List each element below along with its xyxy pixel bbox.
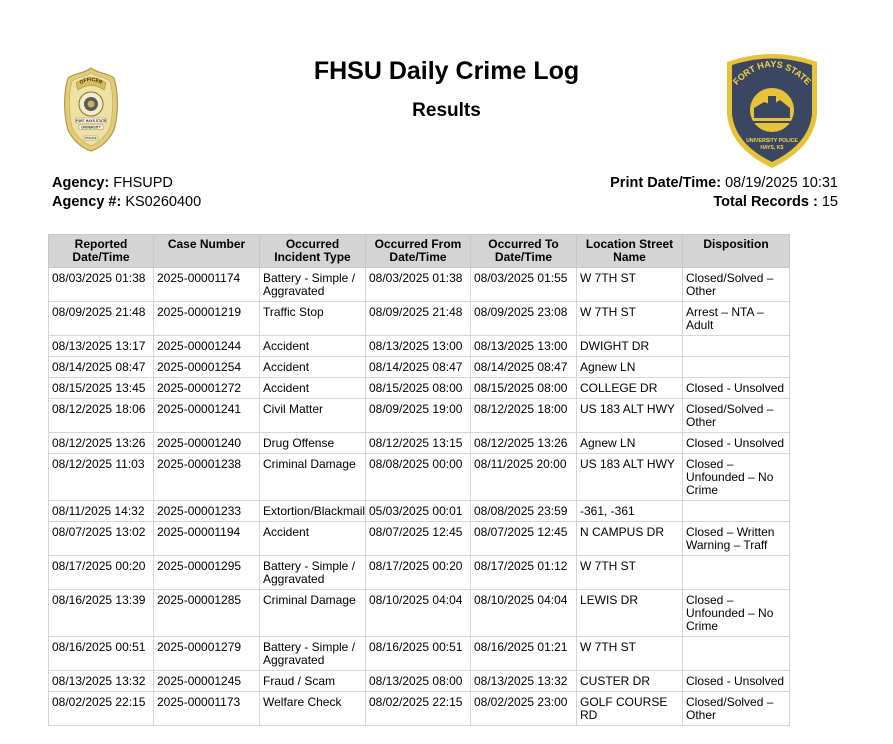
cell-occurred-to: 08/07/2025 12:45 xyxy=(471,522,577,556)
cell-reported-datetime: 08/14/2025 08:47 xyxy=(49,357,154,378)
cell-occurred-to: 08/15/2025 08:00 xyxy=(471,378,577,399)
cell-incident-type: Battery - Simple / Aggravated xyxy=(260,268,366,302)
cell-occurred-from: 08/13/2025 13:00 xyxy=(366,336,471,357)
cell-occurred-to: 08/10/2025 04:04 xyxy=(471,590,577,637)
column-header-reported-datetime xyxy=(49,235,154,268)
cell-reported-datetime: 08/13/2025 13:32 xyxy=(49,671,154,692)
column-header-text: Incident Type xyxy=(274,250,351,264)
cell-incident-type: Accident xyxy=(260,357,366,378)
column-header-text: Date/Time xyxy=(494,250,553,264)
cell-reported-datetime: 08/09/2025 21:48 xyxy=(49,302,154,336)
cell-incident-type: Extortion/Blackmail xyxy=(260,501,366,522)
cell-occurred-to: 08/16/2025 01:21 xyxy=(471,637,577,671)
cell-location-street: US 183 ALT HWY xyxy=(577,399,683,433)
cell-occurred-to: 08/03/2025 01:55 xyxy=(471,268,577,302)
cell-disposition: Closed – Unfounded – No Crime xyxy=(683,590,790,637)
cell-location-street: Agnew LN xyxy=(577,357,683,378)
cell-reported-datetime: 08/17/2025 00:20 xyxy=(49,556,154,590)
cell-location-street: LEWIS DR xyxy=(577,590,683,637)
table-row xyxy=(49,336,790,357)
cell-case-number: 2025-00001173 xyxy=(154,692,260,726)
svg-text:UNIVERSITY POLICE: UNIVERSITY POLICE xyxy=(746,138,798,144)
cell-case-number: 2025-00001174 xyxy=(154,268,260,302)
table-row xyxy=(49,671,790,692)
agency-line xyxy=(52,174,201,193)
column-header-text: Occurred xyxy=(285,237,340,251)
cell-occurred-from: 08/08/2025 00:00 xyxy=(366,454,471,501)
report-subtitle: Results xyxy=(412,100,481,121)
cell-occurred-to: 08/09/2025 23:08 xyxy=(471,302,577,336)
cell-incident-type: Fraud / Scam xyxy=(260,671,366,692)
cell-incident-type: Battery - Simple / Aggravated xyxy=(260,556,366,590)
cell-case-number: 2025-00001240 xyxy=(154,433,260,454)
svg-text:FORT HAYS STATE: FORT HAYS STATE xyxy=(730,58,814,87)
table-row xyxy=(49,454,790,501)
column-header-text: Reported xyxy=(74,237,128,251)
table-row xyxy=(49,302,790,336)
cell-reported-datetime: 08/16/2025 13:39 xyxy=(49,590,154,637)
cell-occurred-from: 08/07/2025 12:45 xyxy=(366,522,471,556)
cell-incident-type: Criminal Damage xyxy=(260,590,366,637)
cell-case-number: 2025-00001238 xyxy=(154,454,260,501)
svg-text:FORT HAYS STATE: FORT HAYS STATE xyxy=(75,118,107,123)
cell-incident-type: Accident xyxy=(260,378,366,399)
table-row xyxy=(49,268,790,302)
report-title: FHSU Daily Crime Log xyxy=(313,57,580,85)
cell-incident-type: Civil Matter xyxy=(260,399,366,433)
table-row xyxy=(49,357,790,378)
cell-incident-type: Battery - Simple / Aggravated xyxy=(260,637,366,671)
cell-case-number: 2025-00001295 xyxy=(154,556,260,590)
cell-disposition xyxy=(683,357,790,378)
column-header-text: Date/Time xyxy=(389,250,447,264)
cell-reported-datetime: 08/15/2025 13:45 xyxy=(49,378,154,399)
svg-text:UNIVERSITY: UNIVERSITY xyxy=(81,125,101,130)
cell-case-number: 2025-00001285 xyxy=(154,590,260,637)
cell-location-street: W 7TH ST xyxy=(577,556,683,590)
cell-disposition: Closed – Unfounded – No Crime xyxy=(683,454,790,501)
cell-occurred-to: 08/08/2025 23:59 xyxy=(471,501,577,522)
column-header-text: Occurred From xyxy=(374,237,462,251)
cell-incident-type: Welfare Check xyxy=(260,692,366,726)
cell-disposition: Closed - Unsolved xyxy=(683,433,790,454)
print-info xyxy=(610,174,838,212)
cell-occurred-to: 08/12/2025 18:00 xyxy=(471,399,577,433)
cell-disposition: Closed/Solved – Other xyxy=(683,692,790,726)
total-records-value: 15 xyxy=(821,194,838,210)
cell-occurred-from: 08/09/2025 19:00 xyxy=(366,399,471,433)
cell-occurred-to: 08/02/2025 23:00 xyxy=(471,692,577,726)
cell-disposition: Arrest – NTA – Adult xyxy=(683,302,790,336)
table-row xyxy=(49,556,790,590)
cell-disposition xyxy=(683,501,790,522)
total-records-line xyxy=(610,193,838,212)
cell-disposition: Closed - Unsolved xyxy=(683,378,790,399)
agency-number-line xyxy=(52,193,201,212)
cell-reported-datetime: 08/12/2025 18:06 xyxy=(49,399,154,433)
cell-location-street: COLLEGE DR xyxy=(577,378,683,399)
cell-case-number: 2025-00001254 xyxy=(154,357,260,378)
table-row xyxy=(49,399,790,433)
cell-reported-datetime: 08/03/2025 01:38 xyxy=(49,268,154,302)
column-header-disposition xyxy=(683,235,790,268)
svg-text:POLICE: POLICE xyxy=(85,136,97,141)
table-row xyxy=(49,590,790,637)
cell-occurred-from: 08/02/2025 22:15 xyxy=(366,692,471,726)
cell-case-number: 2025-00001194 xyxy=(154,522,260,556)
column-header-text: Date/Time xyxy=(72,250,130,264)
column-header-location-street xyxy=(577,235,683,268)
cell-disposition: Closed/Solved – Other xyxy=(683,268,790,302)
cell-disposition: Closed – Written Warning – Traff xyxy=(683,522,790,556)
cell-reported-datetime: 08/12/2025 11:03 xyxy=(49,454,154,501)
column-header-incident-type xyxy=(260,235,366,268)
column-header-text: Name xyxy=(613,250,646,264)
agency-number-value: KS0260400 xyxy=(125,194,202,210)
cell-incident-type: Accident xyxy=(260,336,366,357)
svg-text:OFFICER: OFFICER xyxy=(78,76,104,86)
cell-case-number: 2025-00001244 xyxy=(154,336,260,357)
print-datetime-value: 08/19/2025 10:31 xyxy=(725,175,838,191)
column-header-occurred-to xyxy=(471,235,577,268)
cell-case-number: 2025-00001233 xyxy=(154,501,260,522)
column-header-text: Disposition xyxy=(703,237,769,251)
cell-location-street: W 7TH ST xyxy=(577,637,683,671)
total-records-label: Total Records : xyxy=(713,194,818,210)
cell-occurred-to: 08/13/2025 13:00 xyxy=(471,336,577,357)
cell-location-street: -361, -361 xyxy=(577,501,683,522)
cell-disposition xyxy=(683,637,790,671)
cell-occurred-to: 08/14/2025 08:47 xyxy=(471,357,577,378)
print-datetime-line xyxy=(610,174,838,193)
column-header-text: Occurred To xyxy=(488,237,559,251)
cell-case-number: 2025-00001241 xyxy=(154,399,260,433)
table-row xyxy=(49,433,790,454)
agency-value: FHSUPD xyxy=(113,175,173,191)
cell-occurred-to: 08/13/2025 13:32 xyxy=(471,671,577,692)
crime-log-table xyxy=(48,234,790,726)
table-row xyxy=(49,522,790,556)
cell-location-street: N CAMPUS DR xyxy=(577,522,683,556)
agency-label: Agency: xyxy=(52,175,110,191)
cell-occurred-from: 08/09/2025 21:48 xyxy=(366,302,471,336)
cell-location-street: US 183 ALT HWY xyxy=(577,454,683,501)
cell-occurred-from: 08/12/2025 13:15 xyxy=(366,433,471,454)
cell-reported-datetime: 08/02/2025 22:15 xyxy=(49,692,154,726)
cell-reported-datetime: 08/16/2025 00:51 xyxy=(49,637,154,671)
cell-incident-type: Accident xyxy=(260,522,366,556)
agency-number-label: Agency #: xyxy=(52,194,122,210)
cell-location-street: DWIGHT DR xyxy=(577,336,683,357)
cell-occurred-to: 08/11/2025 20:00 xyxy=(471,454,577,501)
cell-reported-datetime: 08/07/2025 13:02 xyxy=(49,522,154,556)
table-row xyxy=(49,501,790,522)
cell-location-street: GOLF COURSE RD xyxy=(577,692,683,726)
cell-occurred-from: 08/15/2025 08:00 xyxy=(366,378,471,399)
table-row xyxy=(49,637,790,671)
print-datetime-label: Print Date/Time: xyxy=(610,175,722,191)
table-header-row xyxy=(49,235,790,268)
cell-incident-type: Traffic Stop xyxy=(260,302,366,336)
column-header-occurred-from xyxy=(366,235,471,268)
cell-occurred-from: 08/10/2025 04:04 xyxy=(366,590,471,637)
column-header-case-number xyxy=(154,235,260,268)
cell-case-number: 2025-00001279 xyxy=(154,637,260,671)
cell-reported-datetime: 08/12/2025 13:26 xyxy=(49,433,154,454)
table-body xyxy=(49,268,790,726)
cell-occurred-to: 08/17/2025 01:12 xyxy=(471,556,577,590)
svg-text:HAYS, KS: HAYS, KS xyxy=(760,145,784,151)
cell-occurred-from: 08/14/2025 08:47 xyxy=(366,357,471,378)
cell-location-street: W 7TH ST xyxy=(577,268,683,302)
cell-occurred-to: 08/12/2025 13:26 xyxy=(471,433,577,454)
cell-disposition xyxy=(683,336,790,357)
cell-occurred-from: 08/13/2025 08:00 xyxy=(366,671,471,692)
cell-incident-type: Drug Offense xyxy=(260,433,366,454)
cell-case-number: 2025-00001245 xyxy=(154,671,260,692)
cell-occurred-from: 08/17/2025 00:20 xyxy=(366,556,471,590)
cell-occurred-from: 08/03/2025 01:38 xyxy=(366,268,471,302)
cell-reported-datetime: 08/11/2025 14:32 xyxy=(49,501,154,522)
cell-case-number: 2025-00001272 xyxy=(154,378,260,399)
table-row xyxy=(49,378,790,399)
cell-case-number: 2025-00001219 xyxy=(154,302,260,336)
cell-occurred-from: 08/16/2025 00:51 xyxy=(366,637,471,671)
cell-location-street: CUSTER DR xyxy=(577,671,683,692)
cell-disposition xyxy=(683,556,790,590)
cell-incident-type: Criminal Damage xyxy=(260,454,366,501)
cell-reported-datetime: 08/13/2025 13:17 xyxy=(49,336,154,357)
cell-location-street: Agnew LN xyxy=(577,433,683,454)
agency-info xyxy=(52,174,201,212)
table-row xyxy=(49,692,790,726)
cell-location-street: W 7TH ST xyxy=(577,302,683,336)
column-header-text: Case Number xyxy=(167,237,246,251)
cell-disposition: Closed/Solved – Other xyxy=(683,399,790,433)
column-header-text: Location Street xyxy=(585,237,674,251)
cell-disposition: Closed - Unsolved xyxy=(683,671,790,692)
cell-occurred-from: 05/03/2025 00:01 xyxy=(366,501,471,522)
